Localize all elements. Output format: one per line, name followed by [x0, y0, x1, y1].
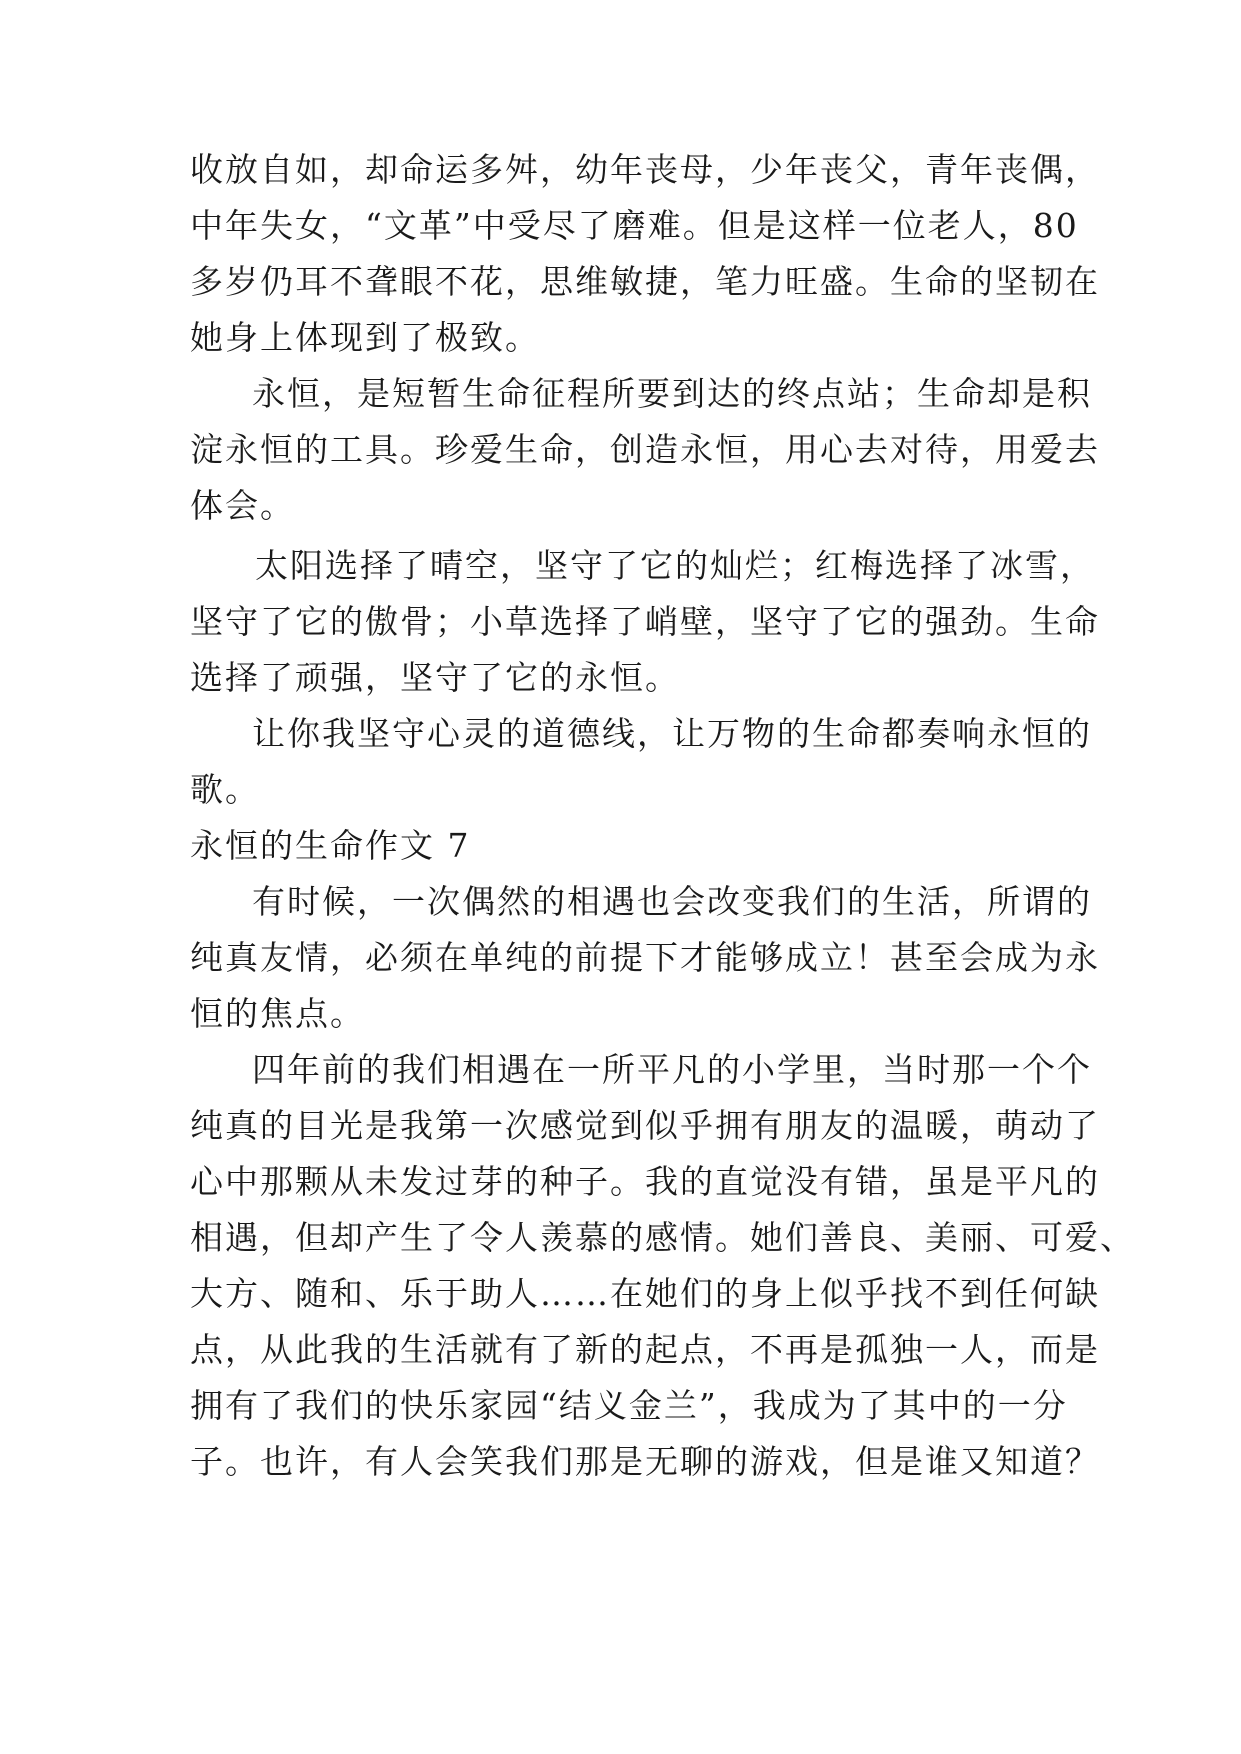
text-line: 纯真友情，必须在单纯的前提下才能够成立！甚至会成为永: [190, 938, 1100, 977]
paragraph-first-line: 四年前的我们相遇在一所平凡的小学里，当时那一个个: [252, 1050, 1092, 1089]
paragraph-first-line: 太阳选择了晴空，坚守了它的灿烂；红梅选择了冰雪，: [255, 546, 1095, 585]
paragraph-first-line: 永恒，是短暂生命征程所要到达的终点站；生命却是积: [252, 374, 1092, 413]
text-line: 点，从此我的生活就有了新的起点，不再是孤独一人，而是: [190, 1330, 1100, 1369]
text-line: 相遇，但却产生了令人羡慕的感情。她们善良、美丽、可爱、: [190, 1218, 1135, 1257]
text-line: 淀永恒的工具。珍爱生命，创造永恒，用心去对待，用爱去: [190, 430, 1100, 469]
text-line: 体会。: [190, 486, 295, 525]
text-line: 多岁仍耳不聋眼不花，思维敏捷，笔力旺盛。生命的坚韧在: [190, 262, 1100, 301]
text-line: 她身上体现到了极致。: [190, 318, 540, 357]
text-line: 中年失女，“文革”中受尽了磨难。但是这样一位老人，80: [190, 206, 1079, 245]
text-line: 大方、随和、乐于助人……在她们的身上似乎找不到任何缺: [190, 1274, 1100, 1313]
text-line: 纯真的目光是我第一次感觉到似乎拥有朋友的温暖，萌动了: [190, 1106, 1100, 1145]
text-line: 收放自如，却命运多舛，幼年丧母，少年丧父，青年丧偶，: [190, 150, 1100, 189]
text-line: 恒的焦点。: [190, 994, 365, 1033]
paragraph-first-line: 让你我坚守心灵的道德线，让万物的生命都奏响永恒的: [252, 714, 1092, 753]
text-line: 选择了顽强，坚守了它的永恒。: [190, 658, 680, 697]
text-line: 子。也许，有人会笑我们那是无聊的游戏，但是谁又知道？: [190, 1442, 1100, 1481]
section-heading: 永恒的生命作文 7: [190, 826, 471, 865]
text-line: 歌。: [190, 770, 260, 809]
text-line: 心中那颗从未发过芽的种子。我的直觉没有错，虽是平凡的: [190, 1162, 1100, 1201]
text-line: 坚守了它的傲骨；小草选择了峭壁，坚守了它的强劲。生命: [190, 602, 1100, 641]
paragraph-first-line: 有时候，一次偶然的相遇也会改变我们的生活，所谓的: [252, 882, 1092, 921]
text-line: 拥有了我们的快乐家园“结义金兰”，我成为了其中的一分: [190, 1386, 1068, 1425]
